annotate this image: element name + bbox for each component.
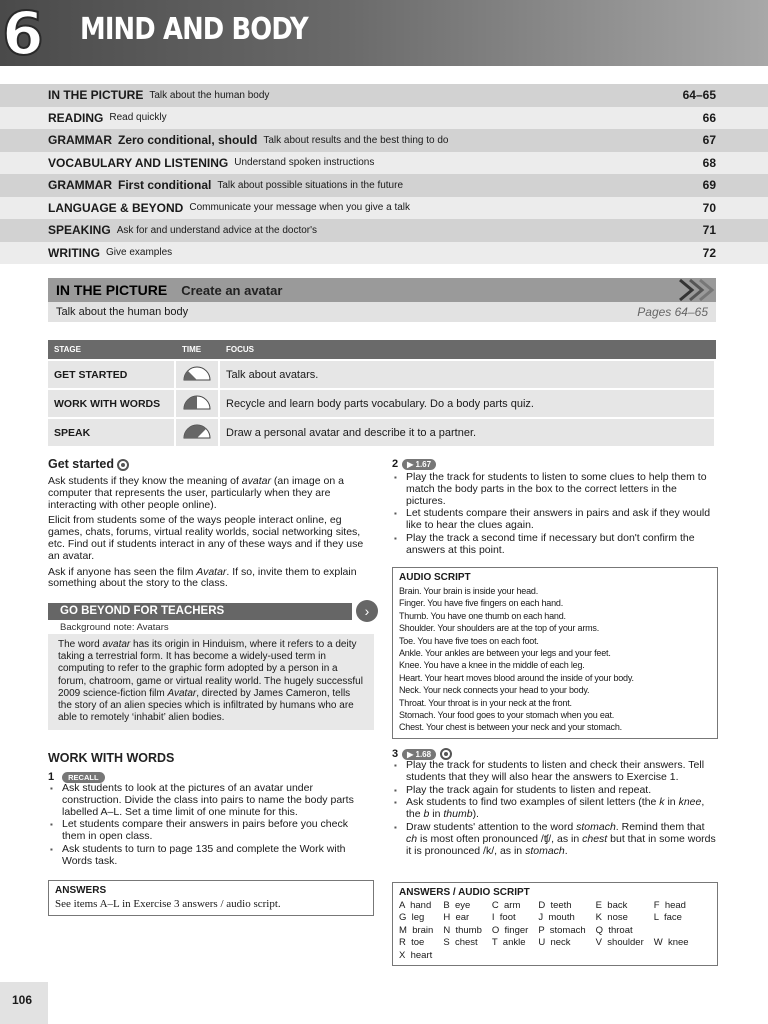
toc-page: 69 [702, 178, 716, 193]
gs-paragraph-1: Ask students if they know the meaning of avatar (an image on a computer that represents the user, particularly when they are interacting with other people online). [48, 475, 344, 511]
toc-grammar: Zero conditional, should [118, 133, 258, 148]
disc-icon [117, 459, 129, 471]
answer-item: L face [653, 912, 682, 924]
go-beyond-note: Background note: Avatars [60, 622, 169, 633]
answer-item: S chest [443, 937, 478, 949]
audio-line: Throat. Your throat is in your neck at the front. [399, 697, 572, 708]
toc-description: Communicate your message when you give a talk [189, 202, 411, 214]
work-with-words-section [48, 751, 370, 869]
toc-section: GRAMMAR [48, 178, 112, 193]
answer-item: G leg [399, 912, 425, 924]
exercise-2-number: 2 [392, 458, 399, 470]
answer-item: N thumb [443, 924, 482, 936]
answer-item: E back [595, 900, 628, 911]
arrow-right-icon: › [356, 600, 378, 622]
toc-page: 70 [702, 200, 716, 215]
exercise-1-number: 1 [48, 771, 55, 783]
answer-item: Q throat [595, 924, 633, 936]
lesson-subtitle-bar [48, 302, 716, 322]
audio-line: Toe. You have five toes on each foot. [399, 635, 539, 646]
stage-row [48, 419, 716, 446]
unit-title: MIND AND BODY [80, 12, 308, 47]
audio-line: Neck. Your neck connects your head to your body. [399, 685, 590, 696]
toc-row [0, 84, 768, 107]
get-started-heading: Get started [48, 457, 114, 471]
contents-list [0, 84, 768, 264]
lesson-section: IN THE PICTURE [56, 282, 168, 298]
audio-line: Stomach. Your food goes to your stomach when you eat. [399, 710, 615, 721]
toc-description: Talk about results and the best thing to do [263, 134, 449, 146]
toc-page: 67 [702, 133, 716, 148]
bullet-item: ▪ Play the track a second time if necessary but don't confirm the answers at this point. [392, 533, 716, 557]
toc-section: READING [48, 110, 104, 125]
toc-row [0, 129, 768, 152]
answer-item: A hand [399, 900, 432, 911]
toc-row [0, 107, 768, 130]
col-stage: STAGE [48, 340, 176, 359]
wwwords-bullets [48, 783, 370, 868]
answer-item [443, 950, 482, 962]
recall-badge: RECALL [62, 772, 104, 783]
answer-item: D teeth [538, 900, 572, 911]
exercise-2-section [392, 458, 716, 558]
answer-item: R toe [399, 937, 425, 949]
bullet-item: ▪ Ask students to look at the pictures of an avatar under construction. Divide the class into pairs to name the body parts labelled A–L. Set a time limit of one minute for this. [48, 783, 370, 818]
audio-line: Thumb. You have one thumb on each hand. [399, 610, 566, 621]
exercise-3-number: 3 [392, 748, 399, 760]
toc-grammar: First conditional [118, 178, 212, 193]
exercise-3-section [392, 748, 716, 858]
toc-section: VOCABULARY AND LISTENING [48, 155, 229, 170]
track-badge: ▶ 1.67 [402, 459, 436, 470]
answer-item [654, 925, 689, 937]
ex3-bullets [392, 760, 716, 857]
col-time: TIME [176, 340, 220, 359]
page-number: 106 [12, 993, 33, 1007]
toc-page: 71 [702, 223, 716, 238]
toc-row [0, 152, 768, 175]
ex3-bullet: ▪ Draw students' attention to the word stomach. Remind them that ch is most often pronounced /ʧ/, as in chest but that in some words it is pronounced /k/, as in stomach. [392, 822, 716, 857]
bullet-item: ▪ Let students compare their answers in pairs before you check them in open class. [48, 819, 370, 843]
toc-section: SPEAKING [48, 223, 111, 238]
audio-script-title: AUDIO SCRIPT [399, 572, 471, 583]
toc-section: GRAMMAR [48, 133, 112, 148]
answer-item: C arm [491, 900, 521, 911]
audio-line: Finger. You have five fingers on each hand. [399, 598, 564, 609]
answer-item: M brain [399, 924, 434, 936]
answer-item [538, 950, 585, 962]
toc-page: 72 [702, 245, 716, 260]
stage-focus: Draw a personal avatar and describe it to a partner. [220, 419, 716, 446]
ex3-bullet: ▪ Play the track for students to listen and check their answers. Tell students that they will also hear the answers to Exercise 1. [392, 760, 716, 784]
ex3-bullet: ▪ Play the track again for students to listen and repeat. [392, 785, 716, 797]
toc-description: Give examples [106, 247, 173, 259]
toc-section: LANGUAGE & BEYOND [48, 200, 184, 215]
stage-name: SPEAK [48, 419, 176, 446]
timer-icon [182, 423, 212, 440]
toc-description: Understand spoken instructions [234, 157, 375, 169]
toc-row [0, 219, 768, 242]
unit-number: 6 [2, 0, 44, 69]
answer-item [596, 950, 644, 962]
lesson-title: Create an avatar [181, 282, 283, 298]
toc-page: 64–65 [682, 88, 716, 103]
toc-row [0, 197, 768, 220]
answers-audio-box [392, 882, 718, 966]
toc-description: Ask for and understand advice at the doctor's [116, 224, 318, 236]
ex2-bullets [392, 472, 716, 557]
answer-item: U neck [538, 937, 571, 949]
get-started-section [48, 457, 370, 590]
toc-section: IN THE PICTURE [48, 88, 144, 103]
go-beyond-box: The word avatar has its origin in Hinduism, where it refers to a deity taking a terrestrial form. It has become a widely-used term in computing to refer to the graphic form adopted by a person in a forum, chatroom, game or virtual reality world. The hugely successful 2009 science-fiction film Avatar, directed by James Cameron, tells the story of an alien species which is infiltrated by humans who are able to remotely ‘inhabit’ alien bodies. [48, 634, 374, 730]
answer-item: I foot [491, 912, 516, 924]
answers-audio-title: ANSWERS / AUDIO SCRIPT [399, 887, 530, 898]
timer-icon [182, 394, 212, 411]
answer-item: O finger [491, 924, 529, 936]
toc-description: Talk about possible situations in the future [217, 179, 404, 191]
timer-icon [182, 365, 212, 382]
stage-focus: Recycle and learn body parts vocabulary. Do a body parts quiz. [220, 390, 716, 417]
stage-focus: Talk about avatars. [220, 361, 716, 388]
track-badge: ▶ 1.68 [402, 749, 436, 760]
ex3-bullet: ▪ Ask students to find two examples of silent letters (the k in knee, the b in thumb). [392, 797, 716, 821]
answer-item: W knee [653, 937, 689, 949]
bullet-item: ▪ Play the track for students to listen to some clues to help them to match the body parts in the box to the correct letters in the pictures. [392, 472, 716, 507]
lesson-pages: Pages 64–65 [637, 305, 708, 319]
chevron-arrows-icon [676, 278, 716, 302]
answer-item [492, 950, 528, 962]
answer-item: H ear [443, 912, 470, 924]
go-beyond-title: GO BEYOND FOR TEACHERS [48, 603, 352, 620]
stage-row [48, 390, 716, 417]
answer-item: X heart [399, 949, 433, 961]
toc-description: Talk about the human body [149, 89, 270, 101]
answer-item [654, 950, 689, 962]
toc-page: 66 [702, 110, 716, 125]
audio-line: Heart. Your heart moves blood around the inside of your body. [399, 672, 634, 683]
audio-line: Chest. Your chest is between your neck and your stomach. [399, 722, 622, 733]
bullet-item: ▪ Let students compare their answers in pairs and ask if they would like to hear the clues again. [392, 508, 716, 532]
answer-item: V shoulder [595, 937, 644, 949]
answer-item: T ankle [491, 937, 526, 949]
answers-box-1 [48, 880, 374, 916]
stage-name: GET STARTED [48, 361, 176, 388]
wwwords-heading: WORK WITH WORDS [48, 751, 175, 765]
toc-row [0, 174, 768, 197]
answers-title: ANSWERS [55, 885, 107, 896]
lesson-title-band [48, 278, 716, 302]
toc-section: WRITING [48, 245, 100, 260]
audio-script-box [392, 567, 718, 739]
audio-line: Brain. Your brain is inside your head. [399, 586, 538, 596]
bullet-item: ▪ Ask students to turn to page 135 and complete the Work with Words task. [48, 844, 370, 868]
stage-name: WORK WITH WORDS [48, 390, 176, 417]
col-focus: FOCUS [220, 340, 716, 359]
stage-table [48, 338, 716, 448]
audio-line: Knee. You have a knee in the middle of each leg. [399, 660, 585, 671]
gs-paragraph-3: Ask if anyone has seen the film Avatar. If so, invite them to explain something about the story to the class. [48, 565, 357, 590]
answer-item: F head [653, 900, 686, 911]
toc-description: Read quickly [109, 112, 167, 124]
toc-row [0, 242, 768, 265]
audio-line: Ankle. Your ankles are between your legs and your feet. [399, 648, 611, 659]
stage-row [48, 361, 716, 388]
answer-item: J mouth [538, 912, 575, 924]
answers-text: See items A–L in Exercise 3 answers / audio script. [55, 898, 281, 910]
toc-page: 68 [702, 155, 716, 170]
gs-paragraph-2: Elicit from students some of the ways people interact online, eg games, chats, forums, virtual reality worlds, social networking sites, etc. Find out if students interact in any of these ways and if they use an avatar. [48, 514, 364, 562]
audio-line: Shoulder. Your shoulders are at the top of your arms. [399, 623, 600, 634]
answer-item: P stomach [538, 924, 586, 936]
answer-item: B eye [443, 900, 471, 911]
answer-item: K nose [595, 912, 628, 924]
lesson-subtitle: Talk about the human body [56, 306, 189, 318]
